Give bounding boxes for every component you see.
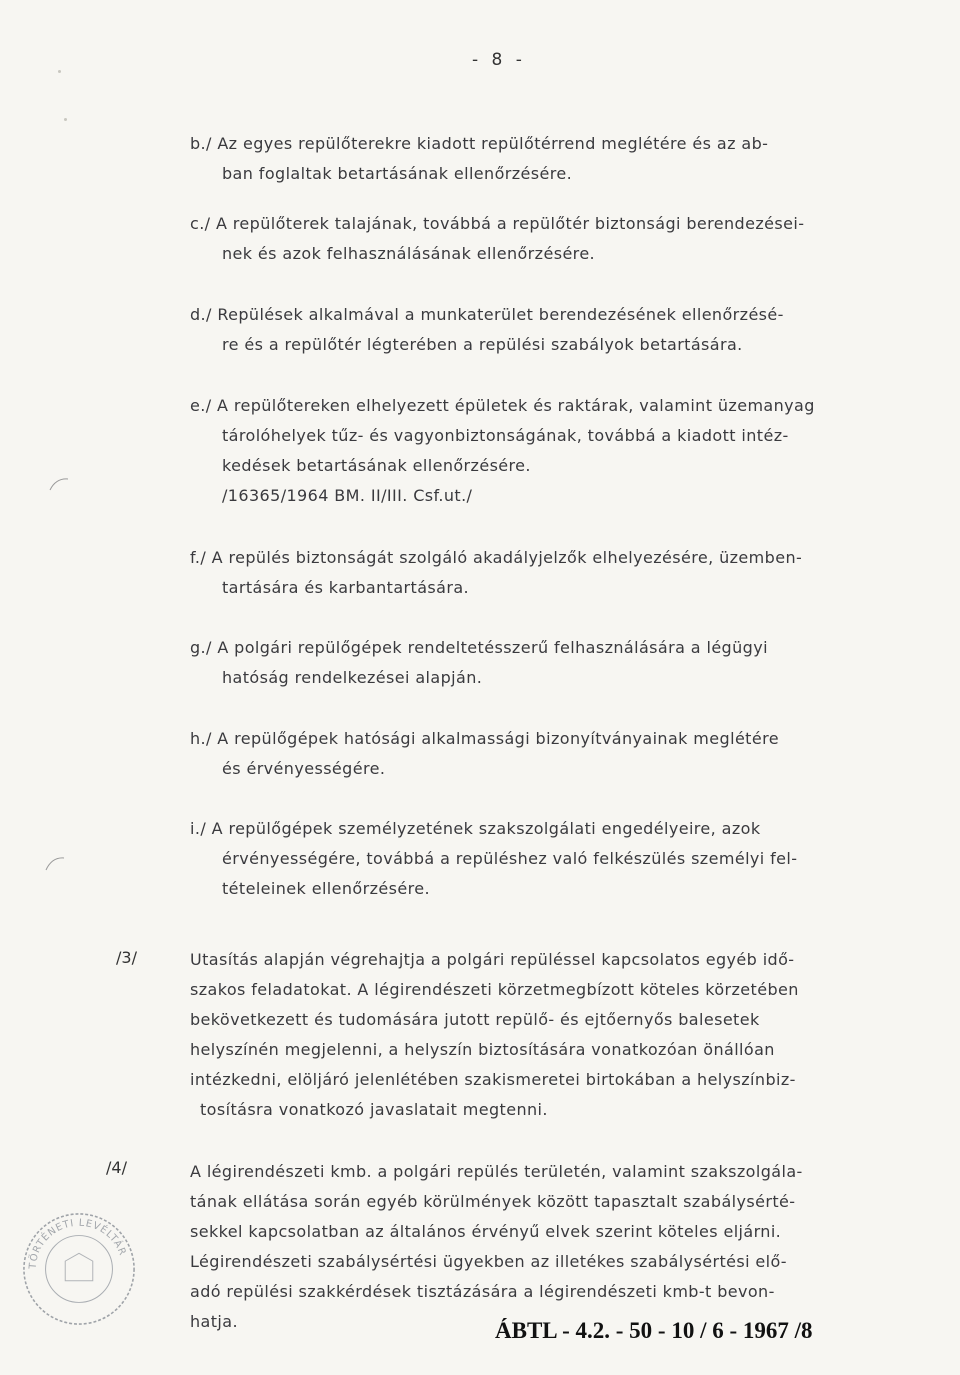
section-4-marker: /4/ [106,1158,127,1177]
item-c-line-2: nek és azok felhasználásának ellenőrzésére. [222,244,596,263]
section-4-line-4: Légirendészeti szabálysértési ügyekben az illetékes szabálysértési elő- [190,1252,787,1271]
section-3-line-3: bekövetkezett és tudomására jutott repülő- és ejtőernyős balesetek [190,1010,760,1029]
item-h-line-2: és érvényességére. [222,759,386,778]
item-e-line-1: e./ A repülőtereken elhelyezett épületek és raktárak, valamint üzemanyag [190,396,815,415]
stamp-text: TÖRTÉNETI LEVÉLTÁR [27,1217,129,1270]
item-e-reference: /16365/1964 BM. II/III. Csf.ut./ [222,486,473,505]
section-4-line-3: sekkel kapcsolatban az általános érvényű elvek szerint köteles eljárni. [190,1222,782,1241]
item-f-line-2: tartására és karbantartására. [222,578,470,597]
item-g-line-2: hatóság rendelkezései alapján. [222,668,483,687]
margin-arc-mark [44,854,66,872]
section-3-line-1: Utasítás alapján végrehajtja a polgári repüléssel kapcsolatos egyéb idő- [190,950,795,969]
item-i-line-2: érvényességére, továbbá a repüléshez való felkészülés személyi fel- [222,849,798,868]
section-4-line-5: adó repülési szakkérdések tisztázására a légirendészeti kmb-t bevon- [190,1282,775,1301]
section-3-line-4: helyszínén megjelenni, a helyszín biztosítására vonatkozóan önállóan [190,1040,775,1059]
section-4-line-1: A légirendészeti kmb. a polgári repülés területén, valamint szakszolgála- [190,1162,803,1181]
item-b-line-2: ban foglaltak betartásának ellenőrzésére. [222,164,573,183]
scan-speck [58,70,61,73]
section-4-line-2: tának ellátása során egyéb körülmények között tapasztalt szabálysérté- [190,1192,796,1211]
section-4-line-6: hatja. [190,1312,238,1331]
section-3-line-2: szakos feladatokat. A légirendészeti körzetmegbízott köteles körzetében [190,980,799,999]
item-f-line-1: f./ A repülés biztonságát szolgáló akadályjelzők elhelyezésére, üzemben- [190,548,803,567]
scan-speck [64,118,67,121]
item-i-line-1: i./ A repülőgépek személyzetének szakszolgálati engedélyeire, azok [190,819,761,838]
margin-arc-mark [48,476,70,492]
item-d-line-2: re és a repülőtér légterében a repülési szabályok betartására. [222,335,743,354]
section-3-marker: /3/ [116,948,137,967]
item-g-line-1: g./ A polgári repülőgépek rendeltetésszerű felhasználására a légügyi [190,638,768,657]
archive-reference: ÁBTL - 4.2. - 50 - 10 / 6 - 1967 /8 [495,1318,813,1343]
page-number: - 8 - [472,50,526,70]
item-c-line-1: c./ A repülőterek talajának, továbbá a repülőtér biztonsági berendezései- [190,214,805,233]
item-i-line-3: tételeinek ellenőrzésére. [222,879,430,898]
item-e-line-2: tárolóhelyek tűz- és vagyonbiztonságának, továbbá a kiadott intéz- [222,426,789,445]
section-3-line-5: intézkedni, elöljáró jelenlétében szakismeretei birtokában a helyszínbiz- [190,1070,796,1089]
item-e-line-3: kedések betartásának ellenőrzésére. [222,456,531,475]
section-3-line-6: tosításra vonatkozó javaslatait megtenni. [200,1100,548,1119]
item-d-line-1: d./ Repülések alkalmával a munkaterület berendezésének ellenőrzésé- [190,305,784,324]
archive-stamp [20,1210,138,1328]
item-b-line-1: b./ Az egyes repülőterekre kiadott repülőtérrend meglétére és az ab- [190,134,769,153]
item-h-line-1: h./ A repülőgépek hatósági alkalmassági bizonyítványainak meglétére [190,729,779,748]
